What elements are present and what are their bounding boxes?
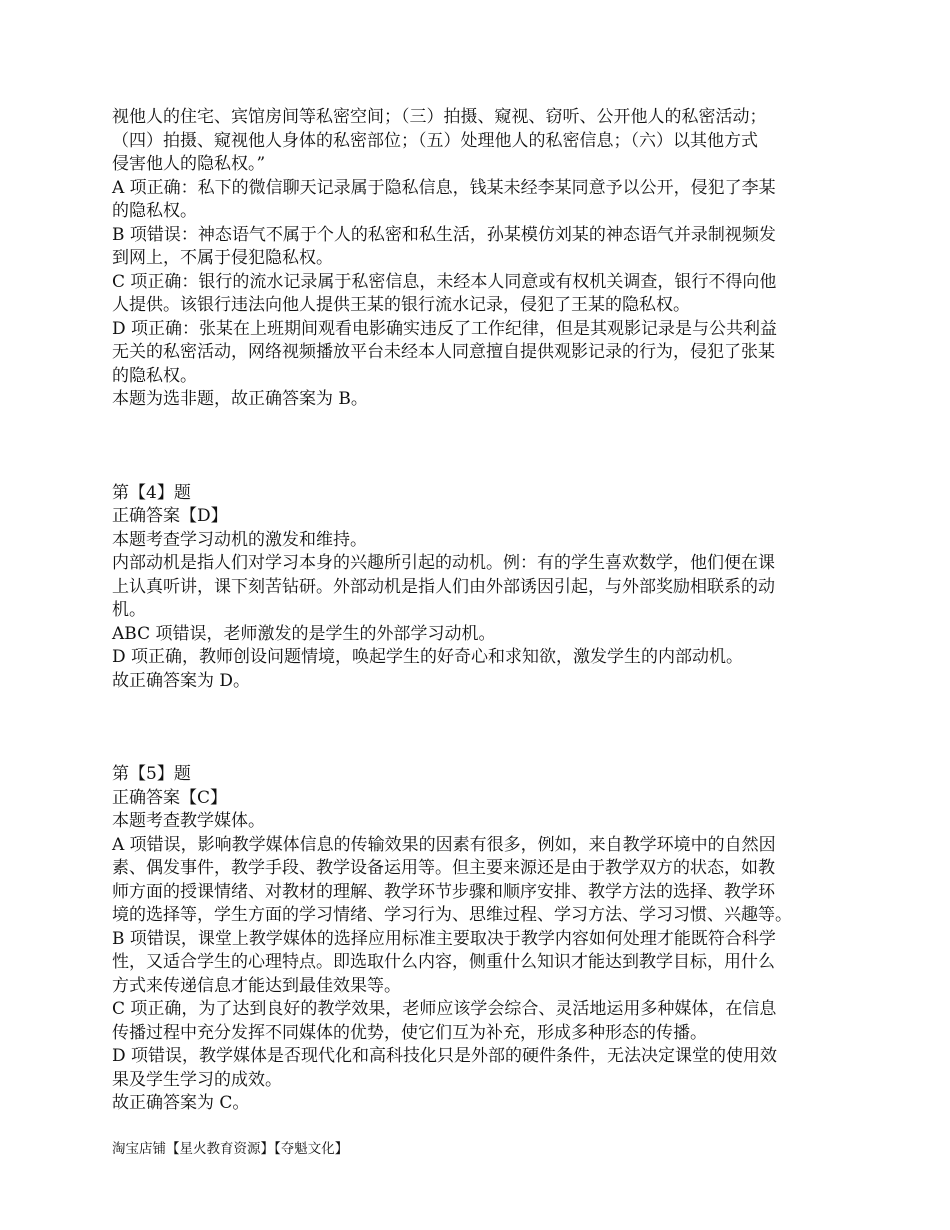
text-line: （四）拍摄、窥视他人身体的私密部位；（五）处理他人的私密信息；（六）以其他方式 — [112, 130, 758, 151]
text-line: 人提供。该银行违法向他人提供王某的银行流水记录，侵犯了王某的隐私权。 — [112, 295, 690, 315]
text-line: 的隐私权。 — [112, 365, 197, 386]
question-5-explanation — [112, 763, 847, 1116]
answer-conclusion: 本题为选非题，故正确答案为 B。 — [112, 389, 368, 409]
text-line: 侵害他人的隐私权。” — [112, 154, 266, 174]
correct-answer: 正确答案【C】 — [112, 787, 228, 808]
text-line: 视他人的住宅、宾馆房间等私密空间；（三）拍摄、窥视、窃听、公开他人的私密活动； — [112, 107, 767, 127]
option-c-explanation: C 项正确，为了达到良好的教学效果，老师应该学会综合、灵活地运用多种媒体，在信息 — [112, 999, 777, 1019]
text-line: 素、偶发事件，教学手段、教学设备运用等。但主要来源还是由于教学双方的状态，如教 — [112, 858, 775, 878]
option-a-explanation: A 项正确：私下的微信聊天记录属于隐私信息，钱某未经李某同意予以公开，侵犯了李某 — [112, 177, 776, 198]
section-spacer — [112, 693, 847, 763]
text-line: 内部动机是指人们对学习本身的兴趣所引起的动机。例：有的学生喜欢数学，他们便在课 — [112, 553, 775, 573]
question-number: 第【4】题 — [112, 482, 191, 503]
option-d-explanation: D 项正确：张某在上班期间观看电影确实违反了工作纪律，但是其观影记录是与公共利益 — [112, 318, 778, 339]
document-page — [112, 106, 847, 1116]
option-abc-explanation: ABC 项错误，老师激发的是学生的外部学习动机。 — [112, 623, 496, 644]
text-line: 师方面的授课情绪、对教材的理解、教学环节步骤和顺序安排、教学方法的选择、教学环 — [112, 881, 775, 902]
option-b-explanation: B 项错误：神态语气不属于个人的私密和私生活，孙某模仿刘某的神态语气并录制视频发 — [112, 224, 776, 245]
option-c-explanation: C 项正确：银行的流水记录属于私密信息，未经本人同意或有权机关调查，银行不得向他 — [112, 271, 777, 292]
answer-conclusion: 故正确答案为 C。 — [112, 1093, 250, 1113]
topic-line: 本题考查学习动机的激发和维持。 — [112, 529, 367, 550]
option-d-explanation: D 项错误，教学媒体是否现代化和高科技化只是外部的硬件条件，无法决定课堂的使用效 — [112, 1046, 778, 1066]
text-line: 传播过程中充分发挥不同媒体的优势，使它们互为补充，形成多种形态的传播。 — [112, 1022, 707, 1043]
option-b-explanation: B 项错误，课堂上教学媒体的选择应用标准主要取决于教学内容如何处理才能既符合科学 — [112, 928, 776, 949]
text-line: 无关的私密活动，网络视频播放平台未经本人同意擅自提供观影记录的行为，侵犯了张某 — [112, 342, 775, 362]
section-spacer — [112, 412, 847, 482]
text-line: 到网上，不属于侵犯隐私权。 — [112, 248, 333, 268]
option-a-explanation: A 项错误，影响教学媒体信息的传输效果的因素有很多，例如，来自教学环境中的自然因 — [112, 834, 776, 855]
text-line: 果及学生学习的成效。 — [112, 1069, 282, 1090]
text-line: 方式来传递信息才能达到最佳效果等。 — [112, 975, 401, 996]
text-line: 性，又适合学生的心理特点。即选取什么内容，侧重什么知识才能达到教学目标，用什么 — [112, 952, 775, 972]
answer-conclusion: 故正确答案为 D。 — [112, 670, 251, 691]
option-d-explanation: D 项正确，教师创设问题情境，唤起学生的好奇心和求知欲，激发学生的内部动机。 — [112, 647, 744, 667]
question-4-explanation — [112, 482, 847, 694]
page-footer: 淘宝店铺【星火教育资源】【夺魁文化】 — [112, 1141, 349, 1157]
text-line: 上认真听讲，课下刻苦钻研。外部动机是指人们由外部诱因引起，与外部奖励相联系的动 — [112, 576, 775, 597]
text-line: 境的选择等，学生方面的学习情绪、学习行为、思维过程、学习方法、学习习惯、兴趣等。 — [112, 905, 792, 925]
text-line: 的隐私权。 — [112, 201, 197, 221]
previous-question-explanation — [112, 106, 847, 412]
text-line: 机。 — [112, 600, 146, 620]
question-number: 第【5】题 — [112, 764, 191, 784]
correct-answer: 正确答案【D】 — [112, 506, 228, 526]
topic-line: 本题考查教学媒体。 — [112, 811, 265, 831]
